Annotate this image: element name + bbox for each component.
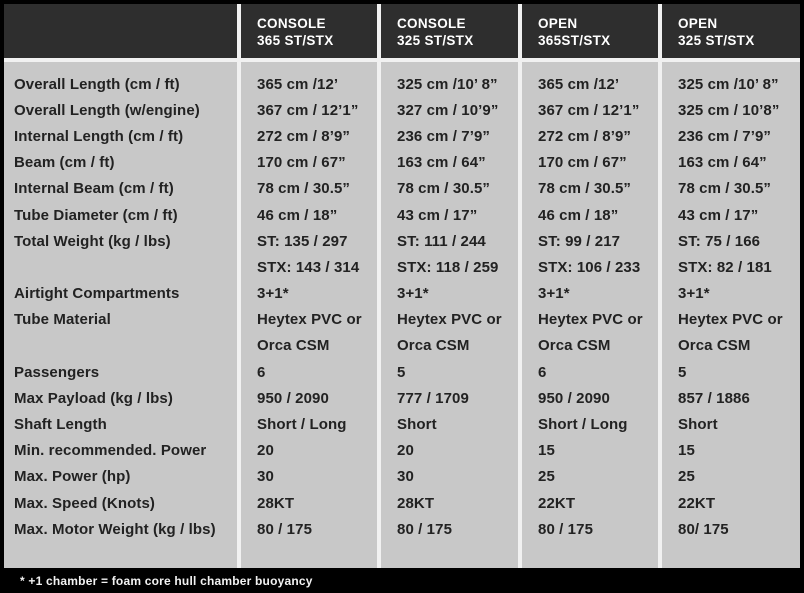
spec-values-column-console-365: [241, 62, 377, 568]
spec-value: STX: 82 / 181: [678, 258, 772, 276]
spec-value: 5: [397, 363, 406, 381]
spec-labels-column: [4, 62, 237, 568]
footnote-bar: [4, 568, 800, 593]
spec-value: 170 cm / 67”: [257, 154, 346, 172]
spec-values-column-open-325: [662, 62, 800, 568]
column-header-console-325: [381, 4, 518, 58]
spec-value: 367 cm / 12’1”: [538, 101, 640, 119]
spec-row-label: [4, 333, 237, 359]
spec-value: 15: [538, 442, 555, 460]
spec-value: 170 cm / 67”: [538, 154, 627, 172]
spec-value: 6: [257, 363, 266, 381]
spec-value: STX: 143 / 314: [257, 258, 360, 276]
spec-row-label: Passengers: [14, 363, 100, 381]
spec-value: Heytex PVC or: [538, 311, 643, 329]
spec-value: 46 cm / 18”: [538, 206, 619, 224]
spec-value: 30: [397, 468, 414, 486]
spec-value: 78 cm / 30.5”: [538, 180, 632, 198]
spec-value: 15: [678, 442, 695, 460]
spec-value: 163 cm / 64”: [397, 154, 486, 172]
spec-value: 857 / 1886: [678, 389, 750, 407]
spec-value: 20: [397, 442, 414, 460]
spec-values-column-console-325: [381, 62, 518, 568]
spec-value: 950 / 2090: [538, 389, 610, 407]
spec-value: Heytex PVC or: [678, 311, 783, 329]
column-header-open-365: [522, 4, 658, 58]
spec-row-label: Airtight Compartments: [14, 285, 180, 303]
spec-value: 30: [257, 468, 274, 486]
spec-value: Short / Long: [257, 416, 347, 434]
spec-row-label: Overall Length (cm / ft): [14, 75, 180, 93]
spec-value: 3+1*: [257, 285, 289, 303]
spec-value: Heytex PVC or: [397, 311, 502, 329]
spec-row-label: Overall Length (w/engine): [14, 101, 200, 119]
spec-value: 5: [678, 363, 687, 381]
spec-value: STX: 106 / 233: [538, 258, 641, 276]
spec-value: 25: [538, 468, 555, 486]
model-series: OPEN: [678, 16, 718, 31]
spec-row-label: Shaft Length: [14, 416, 107, 434]
spec-row-label: Max. Speed (Knots): [14, 494, 155, 512]
spec-value: 236 cm / 7’9”: [678, 127, 772, 145]
spec-value: ST: 135 / 297: [257, 232, 348, 250]
model-series: OPEN: [538, 16, 578, 31]
model-series: CONSOLE: [257, 16, 326, 31]
column-header-open-325: [662, 4, 800, 58]
spec-value: 367 cm / 12’1”: [257, 101, 359, 119]
spec-values-column-open-365: [522, 62, 658, 568]
model-size: 325 ST/STX: [678, 33, 755, 48]
model-size: 365ST/STX: [538, 33, 611, 48]
spec-value: 163 cm / 64”: [678, 154, 767, 172]
spec-row-label: Max. Power (hp): [14, 468, 131, 486]
spec-value: 78 cm / 30.5”: [257, 180, 351, 198]
spec-value: Orca CSM: [397, 337, 470, 355]
spec-value: 950 / 2090: [257, 389, 329, 407]
spec-value: STX: 118 / 259: [397, 258, 499, 276]
model-size: 365 ST/STX: [257, 33, 334, 48]
spec-row-label: Max. Motor Weight (kg / lbs): [14, 520, 216, 538]
model-series: CONSOLE: [397, 16, 466, 31]
spec-value: 22KT: [678, 494, 716, 512]
spec-value: 46 cm / 18”: [257, 206, 338, 224]
spec-value: 28KT: [397, 494, 435, 512]
column-header-console-365: [241, 4, 377, 58]
spec-value: Heytex PVC or: [257, 311, 362, 329]
spec-value: 43 cm / 17”: [678, 206, 759, 224]
spec-table: [4, 4, 800, 568]
spec-value: 78 cm / 30.5”: [397, 180, 491, 198]
spec-value: 325 cm /10’ 8”: [678, 75, 779, 93]
spec-value: 272 cm / 8’9”: [538, 127, 632, 145]
spec-row-label: Internal Length (cm / ft): [14, 127, 184, 145]
spec-value: 6: [538, 363, 547, 381]
spec-value: Short: [678, 416, 718, 434]
spec-row-label: [4, 254, 237, 280]
spec-value: 80 / 175: [397, 520, 453, 538]
spec-value: 80 / 175: [257, 520, 313, 538]
spec-value: 272 cm / 8’9”: [257, 127, 351, 145]
spec-value: 78 cm / 30.5”: [678, 180, 772, 198]
spec-row-label: Tube Diameter (cm / ft): [14, 206, 178, 224]
spec-value: 22KT: [538, 494, 576, 512]
spec-row-label: Max Payload (kg / lbs): [14, 389, 173, 407]
spec-row-label: Beam (cm / ft): [14, 154, 115, 172]
spec-row-label: Total Weight (kg / lbs): [14, 232, 171, 250]
spec-value: 325 cm /10’ 8”: [397, 75, 498, 93]
spec-value: 43 cm / 17”: [397, 206, 478, 224]
spec-value: Short: [397, 416, 437, 434]
spec-row-label: Tube Material: [14, 311, 111, 329]
spec-value: 236 cm / 7’9”: [397, 127, 491, 145]
spec-value: 28KT: [257, 494, 295, 512]
spec-value: 25: [678, 468, 695, 486]
model-size: 325 ST/STX: [397, 33, 474, 48]
footnote-text: * +1 chamber = foam core hull chamber buoyancy: [20, 573, 313, 588]
spec-value: 325 cm / 10’8”: [678, 101, 780, 119]
spec-value: 3+1*: [397, 285, 429, 303]
spec-value: 3+1*: [678, 285, 710, 303]
spec-value: Orca CSM: [257, 337, 330, 355]
spec-value: 327 cm / 10’9”: [397, 101, 499, 119]
spec-value: 80/ 175: [678, 520, 729, 538]
spec-value: ST: 75 / 166: [678, 232, 761, 250]
header-corner-cell: [4, 4, 237, 58]
spec-value: 3+1*: [538, 285, 570, 303]
spec-value: 20: [257, 442, 274, 460]
spec-value: 365 cm /12’: [538, 75, 620, 93]
spec-value: ST: 111 / 244: [397, 232, 486, 250]
spec-value: ST: 99 / 217: [538, 232, 621, 250]
spec-row-label: Min. recommended. Power: [14, 442, 207, 460]
spec-value: Orca CSM: [678, 337, 751, 355]
spec-value: 777 / 1709: [397, 389, 469, 407]
spec-value: 365 cm /12’: [257, 75, 339, 93]
spec-value: Short / Long: [538, 416, 628, 434]
spec-row-label: Internal Beam (cm / ft): [14, 180, 174, 198]
spec-value: Orca CSM: [538, 337, 611, 355]
spec-value: 80 / 175: [538, 520, 594, 538]
